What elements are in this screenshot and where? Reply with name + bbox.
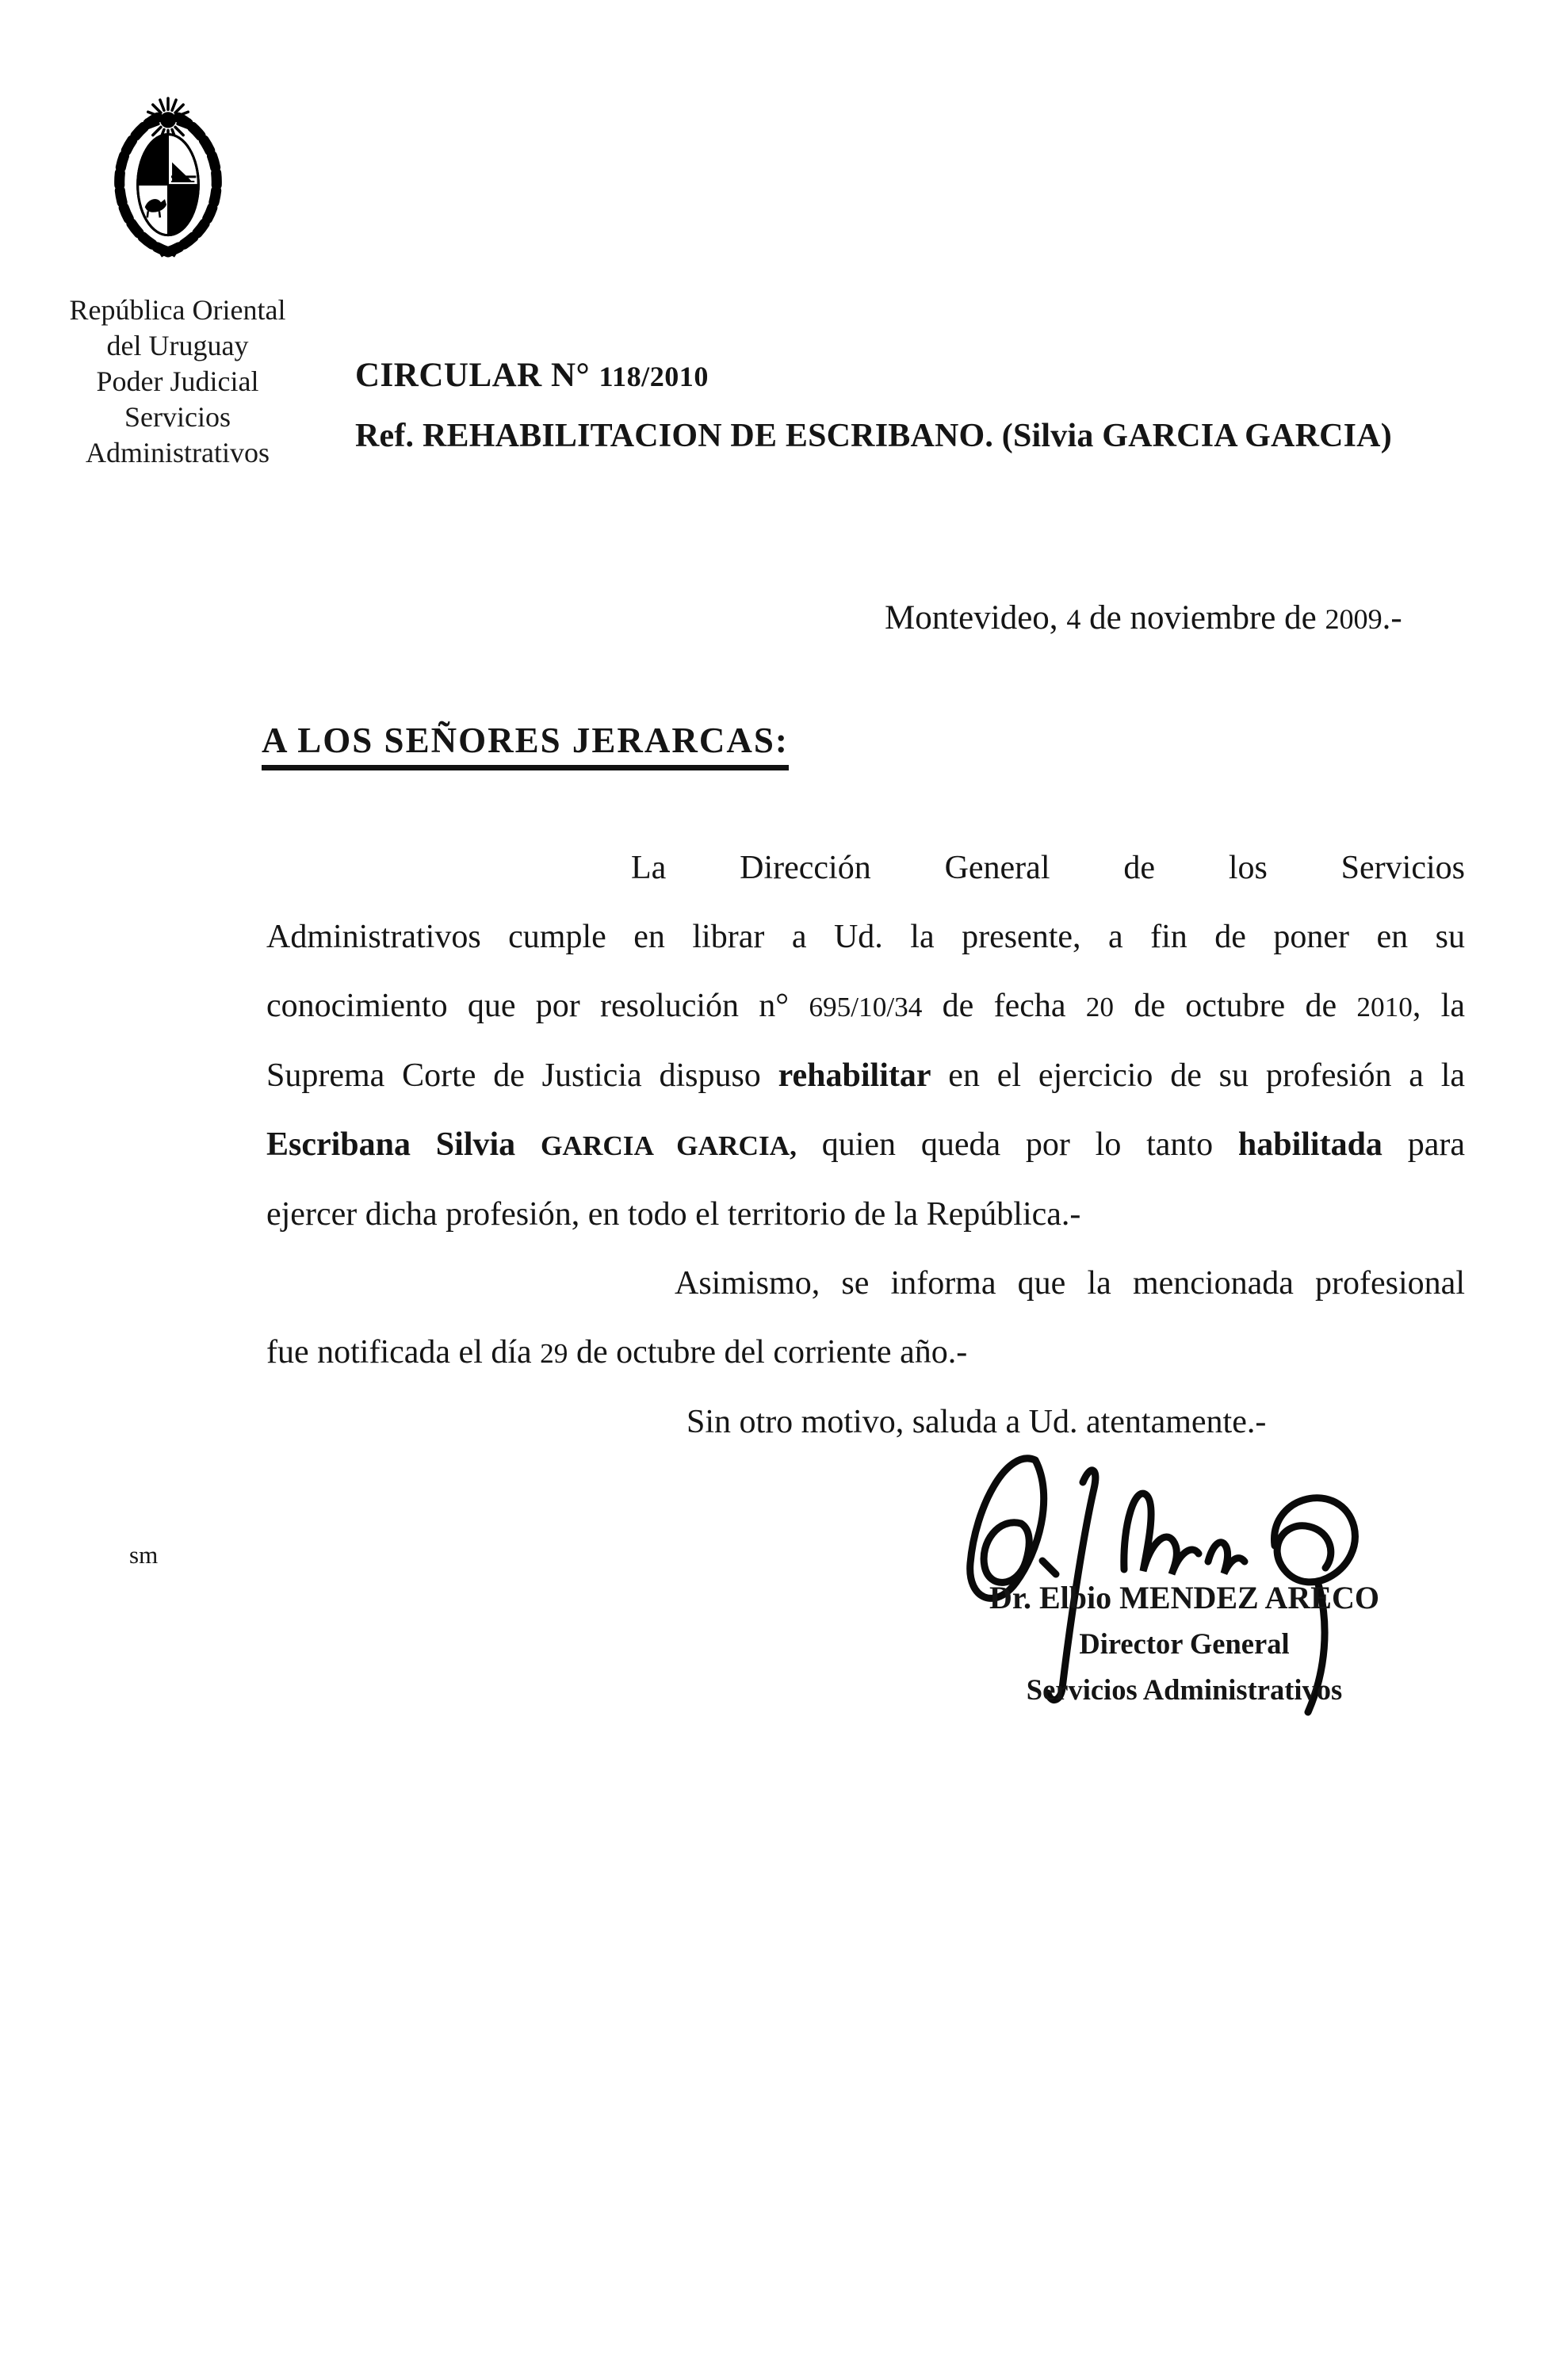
text-run: Montevideo,: [885, 599, 1067, 637]
institution-caption: [44, 292, 311, 471]
text-run: rehabilitar: [778, 1057, 931, 1094]
first-line-indent: [266, 877, 631, 878]
salutation: A LOS SEÑORES JERARCAS:: [262, 720, 789, 770]
text-run: 695/10/34: [809, 992, 923, 1023]
first-line-indent: [266, 1292, 675, 1294]
signer-name: Dr. Elbio MENDEZ ARECO: [989, 1580, 1379, 1615]
text-run: quien queda por lo tanto: [796, 1126, 1238, 1163]
signer-org: Servicios Administrativos: [1026, 1673, 1343, 1706]
paragraph: [266, 834, 1465, 1249]
text-run: 118/2010: [599, 361, 709, 392]
text-run: Administrativos cumple en librar a Ud. la presente, a fin de poner en su: [266, 919, 1465, 955]
institution-line: República Oriental: [69, 294, 286, 326]
text-run: de octubre de: [1114, 988, 1357, 1024]
text-run: Escribana Silvia: [266, 1126, 541, 1163]
text-run: fue notificada el día: [266, 1334, 541, 1371]
first-line-indent: [266, 1431, 686, 1432]
body-line: [266, 1388, 1465, 1457]
text-run: de noviembre de: [1080, 599, 1325, 637]
text-run: de fecha: [922, 988, 1086, 1024]
text-run: ejercer dicha profesión, en todo el territorio de la República.-: [266, 1196, 1081, 1233]
text-run: , la: [1412, 988, 1465, 1024]
text-run: de octubre del corriente año.-: [568, 1334, 968, 1371]
body-line: [266, 1180, 1465, 1249]
text-run: Asimismo, se informa que la mencionada profesional: [675, 1265, 1465, 1302]
body-line: [266, 903, 1465, 972]
text-run: para: [1382, 1126, 1465, 1163]
text-run: habilitada: [1237, 1126, 1383, 1163]
text-run: Ref. REHABILITACION DE ESCRIBANO. (Silvia GARCIA GARCIA): [355, 418, 1392, 454]
text-run: 29: [540, 1338, 568, 1369]
institution-line: Poder Judicial: [96, 365, 259, 397]
institution-line: del Uruguay: [106, 330, 249, 361]
body-line: [266, 1111, 1465, 1180]
circular-number: [355, 356, 709, 395]
paragraph: [266, 1249, 1465, 1388]
text-run: Sin otro motivo, saluda a Ud. atentamente.-: [686, 1404, 1267, 1440]
text-run: conocimiento que por resolución n°: [266, 988, 809, 1024]
text-run: 2010: [1356, 992, 1413, 1023]
text-run: .-: [1382, 599, 1402, 637]
text-run: en el ejercicio de su profesión a la: [931, 1057, 1466, 1094]
body-line: [266, 1249, 1465, 1318]
body-line: [266, 834, 1465, 903]
institution-line: Servicios: [124, 401, 231, 433]
uruguay-coat-of-arms-icon: [108, 94, 228, 263]
dateline: [885, 598, 1402, 637]
typist-initials: sm: [129, 1541, 159, 1569]
text-run: La Dirección General de los Servicios: [631, 850, 1465, 886]
paragraph: [266, 1388, 1465, 1457]
institution-line: Administrativos: [86, 437, 270, 468]
signature-block: [974, 1575, 1394, 1713]
text-run: 2009: [1325, 603, 1383, 635]
signer-title: Director General: [1079, 1627, 1290, 1660]
body-line: [266, 972, 1465, 1042]
text-run: GARCIA GARCIA,: [540, 1130, 797, 1161]
reference-line: [355, 417, 1392, 455]
body-line: [266, 1042, 1465, 1111]
body-line: [266, 1318, 1465, 1388]
text-run: 20: [1085, 992, 1115, 1023]
text-run: Suprema Corte de Justicia dispuso: [266, 1057, 778, 1094]
text-run: 4: [1066, 603, 1081, 635]
letter-body: [266, 834, 1465, 1457]
text-run: CIRCULAR N°: [355, 357, 599, 394]
